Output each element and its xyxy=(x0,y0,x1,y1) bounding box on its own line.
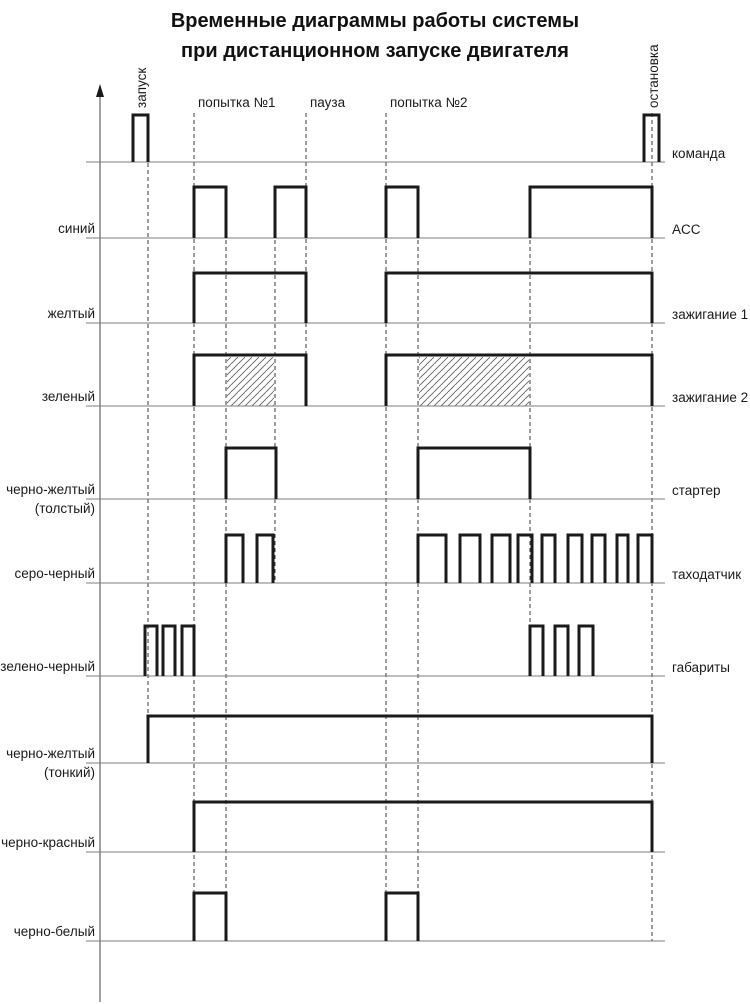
pulse-thin-yellow xyxy=(148,716,652,763)
wire-label-black-red: черно-красный xyxy=(1,835,95,850)
pulse-tacho xyxy=(492,535,510,583)
pulse-acc xyxy=(194,187,226,238)
signal-label-starter: стартер xyxy=(672,483,721,498)
pulse-acc xyxy=(530,187,652,238)
pulse-komanda xyxy=(133,115,148,162)
pulse-acc xyxy=(275,187,306,238)
wire-label-ignition1: желтый xyxy=(47,306,95,321)
axis-arrow-icon xyxy=(96,84,104,97)
pulse-tacho xyxy=(568,535,582,583)
pulse-lights xyxy=(555,626,568,676)
hatch-area-ignition2 xyxy=(227,357,274,406)
phase-label-попытка-2: попытка №2 xyxy=(390,95,468,110)
pulse-tacho xyxy=(542,535,555,583)
phase-label-остановка: остановка xyxy=(646,44,661,108)
signal-label-acc: ACC xyxy=(672,222,701,237)
pulse-lights xyxy=(145,626,157,676)
page-title-line1: Временные диаграммы работы системы xyxy=(170,10,580,32)
pulse-lights xyxy=(163,626,175,676)
pulse-ignition1 xyxy=(386,273,652,323)
pulse-starter xyxy=(418,448,530,499)
pulse-black-white xyxy=(194,893,226,941)
signal-label-ignition2: зажигание 2 xyxy=(672,390,749,405)
signal-label-ignition1: зажигание 1 xyxy=(672,307,749,322)
pulse-lights xyxy=(182,626,194,676)
pulse-lights xyxy=(579,626,593,676)
wire-label-black-white: черно-белый xyxy=(13,924,95,939)
pulse-tacho xyxy=(418,535,446,583)
signal-label-tacho: таходатчик xyxy=(672,567,742,582)
pulse-tacho xyxy=(257,535,273,583)
pulse-tacho xyxy=(592,535,605,583)
pulse-black-red xyxy=(194,802,652,852)
signal-label-lights: габариты xyxy=(672,660,731,675)
wire-label-starter: (толстый) xyxy=(34,501,95,516)
pulse-tacho xyxy=(617,535,628,583)
pulse-tacho xyxy=(226,535,243,583)
wire-label-thin-yellow: черно-желтый xyxy=(6,746,95,761)
wire-label-lights: зелено-черный xyxy=(0,659,95,674)
pulse-ignition1 xyxy=(194,273,306,323)
signal-label-komanda: команда xyxy=(672,146,726,161)
pulse-tacho xyxy=(638,535,652,583)
wire-label-ignition2: зеленый xyxy=(41,389,95,404)
phase-label-пауза: пауза xyxy=(310,95,346,110)
pulse-tacho xyxy=(460,535,480,583)
wire-label-thin-yellow: (тонкий) xyxy=(44,765,95,780)
pulse-starter xyxy=(226,448,276,499)
wire-label-acc: синий xyxy=(58,221,95,236)
hatch-area-ignition2 xyxy=(419,357,529,406)
pulse-acc xyxy=(386,187,418,238)
wire-label-starter: черно-желтый xyxy=(6,482,95,497)
pulse-black-white xyxy=(386,893,418,941)
phase-label-попытка-1: попытка №1 xyxy=(198,95,276,110)
wire-label-tacho: серо-черный xyxy=(14,566,95,581)
phase-label-запуск: запуск xyxy=(134,67,149,108)
page-title-line2: при дистанционном запуске двигателя xyxy=(181,40,569,62)
pulse-lights xyxy=(530,626,543,676)
